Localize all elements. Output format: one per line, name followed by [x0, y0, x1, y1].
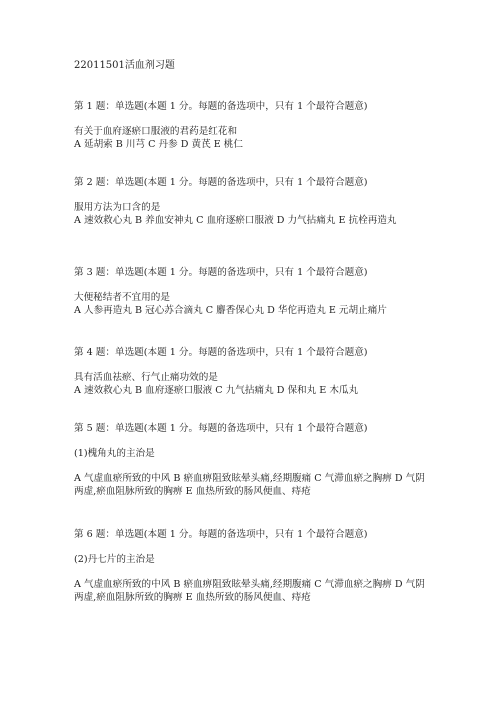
question-3: [74, 266, 434, 317]
question-stem: 有关于血府逐瘀口服液的君药是红花和: [74, 126, 238, 137]
question-5: [74, 422, 434, 498]
question-stem: (1)槐角丸的主治是: [74, 448, 155, 459]
question-4: [74, 346, 434, 397]
question-header: 第 5 题：单选题(本题 1 分。每题的备选项中，只有 1 个最符合题意): [74, 423, 368, 434]
question-options: A 速效救心丸 B 养血安神丸 C 血府逐瘀口服液 D 力气拈痛丸 E 抗栓再造丸: [74, 215, 397, 226]
question-options: A 气虚血瘀所致的中风 B 瘀血痹阻致眩晕头痛,经期腹痛 C 气滞血瘀之胸痹 D 气阴两虚,瘀血阻脉所致的胸痹 E 血热所致的肠风便血、痔疮: [74, 473, 425, 497]
question-header: 第 1 题：单选题(本题 1 分。每题的备选项中，只有 1 个最符合题意): [74, 101, 368, 112]
document-title: 22011501活血剂习题: [74, 60, 175, 71]
question-stem: 大便秘结者不宜用的是: [74, 292, 170, 303]
question-stem: 具有活血祛瘀、行气止痛功效的是: [74, 372, 218, 383]
question-options: A 速效救心丸 B 血府逐瘀口服液 C 九气拈痛丸 D 保和丸 E 木瓜丸: [74, 385, 359, 396]
question-header: 第 4 题：单选题(本题 1 分。每题的备选项中，只有 1 个最符合题意): [74, 347, 368, 358]
question-options: A 气虚血瘀所致的中风 B 瘀血痹阻致眩晕头痛,经期腹痛 C 气滞血瘀之胸痹 D 气阴两虚,瘀血阻脉所致的胸痹 E 血热所致的肠风便血、痔疮: [74, 579, 425, 603]
question-stem: 服用方法为口含的是: [74, 202, 161, 213]
question-1: [74, 100, 434, 151]
question-2: [74, 176, 434, 227]
question-header: 第 6 题：单选题(本题 1 分。每题的备选项中，只有 1 个最符合题意): [74, 529, 368, 540]
question-stem: (2)丹七片的主治是: [74, 554, 155, 565]
question-6: [74, 528, 434, 604]
question-header: 第 2 题：单选题(本题 1 分。每题的备选项中，只有 1 个最符合题意): [74, 177, 368, 188]
question-header: 第 3 题：单选题(本题 1 分。每题的备选项中，只有 1 个最符合题意): [74, 267, 368, 278]
question-options: A 人参再造丸 B 冠心苏合滴丸 C 麝香保心丸 D 华佗再造丸 E 元胡止痛片: [74, 305, 387, 316]
question-options: A 延胡索 B 川芎 C 丹参 D 黄芪 E 桃仁: [74, 139, 243, 150]
